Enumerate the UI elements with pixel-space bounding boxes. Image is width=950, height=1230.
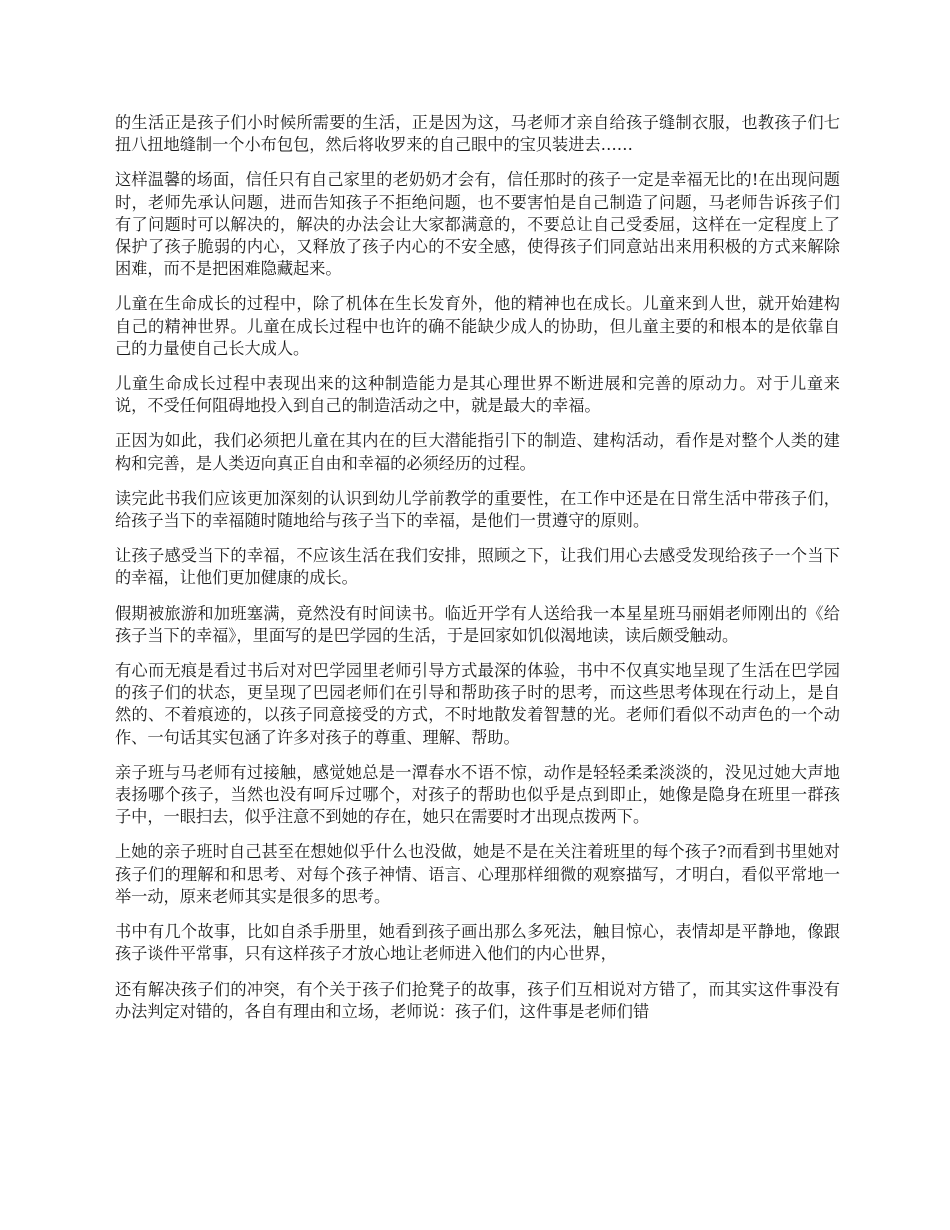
document-page	[115, 112, 840, 1036]
paragraph-12: 书中有几个故事，比如自杀手册里，她看到孩子画出那么多死法，触目惊心，表情却是平静地，像跟孩子谈件平常事，只有这样孩子才放心地让老师进入他们的内心世界，	[115, 922, 840, 964]
paragraph-3: 儿童在生命成长的过程中，除了机体在生长发育外，他的精神也在成长。儿童来到人世，就开始建构自己的精神世界。儿童在成长过程中也许的确不能缺少成人的协助，但儿童主要的和根本的是依靠自己的力量使自己长大成人。	[115, 294, 840, 358]
paragraph-5: 正因为如此，我们必须把儿童在其内在的巨大潜能指引下的制造、建构活动，看作是对整个人类的建构和完善，是人类迈向真正自由和幸福的必须经历的过程。	[115, 431, 840, 473]
paragraph-11: 上她的亲子班时自己甚至在想她似乎什么也没做，她是不是在关注着班里的每个孩子?而看到书里她对孩子们的理解和和思考、对每个孩子神情、语言、心理那样细微的观察描写，才明白，看似平常地一举一动，原来老师其实是很多的思考。	[115, 842, 840, 906]
paragraph-7: 让孩子感受当下的幸福，不应该生活在我们安排，照顾之下，让我们用心去感受发现给孩子一个当下的幸福，让他们更加健康的成长。	[115, 546, 840, 588]
paragraph-4: 儿童生命成长过程中表现出来的这种制造能力是其心理世界不断进展和完善的原动力。对于儿童来说，不受任何阻碍地投入到自己的制造活动之中，就是最大的幸福。	[115, 374, 840, 416]
paragraph-6: 读完此书我们应该更加深刻的认识到幼儿学前教学的重要性，在工作中还是在日常生活中带孩子们，给孩子当下的幸福随时随地给与孩子当下的幸福，是他们一贯遵守的原则。	[115, 488, 840, 531]
paragraph-8: 假期被旅游和加班塞满，竟然没有时间读书。临近开学有人送给我一本星星班马丽娟老师刚出的《给孩子当下的幸福》，里面写的是巴学园的生活，于是回家如饥似渴地读，读后颇受触动。	[115, 603, 840, 645]
paragraph-9: 有心而无痕是看过书后对对巴学园里老师引导方式最深的体验，书中不仅真实地呈现了生活在巴学园的孩子们的状态，更呈现了巴园老师们在引导和帮助孩子时的思考，而这些思考体现在行动上，是自然的、不着痕迹的，以孩子同意接受的方式，不时地散发着智慧的光。老师们看似不动声色的一个动作、一句话其实包涵了许多对孩子的尊重、理解、帮助。	[115, 661, 840, 747]
paragraph-1: 的生活正是孩子们小时候所需要的生活，正是因为这，马老师才亲自给孩子缝制衣服，也教孩子们七扭八扭地缝制一个小布包包，然后将收罗来的自己眼中的宝贝装进去……	[115, 113, 840, 155]
paragraph-13: 还有解决孩子们的冲突，有个关于孩子们抢凳子的故事，孩子们互相说对方错了，而其实这件事没有办法判定对错的，各自有理由和立场，老师说：孩子们，这件事是老师们错	[115, 979, 840, 1021]
paragraph-2: 这样温馨的场面，信任只有自己家里的老奶奶才会有，信任那时的孩子一定是幸福无比的!在出现问题时，老师先承认问题，进而告知孩子不拒绝问题，也不要害怕是自己制造了问题，马老师告诉孩子们有了问题时可以解决的，解决的办法会让大家都满意的，不要总让自己受委屈，这样在一定程度上了保护了孩子脆弱的内心，又释放了孩子内心的不安全感，使得孩子们同意站出来用积极的方式来解除困难，而不是把困难隐藏起来。	[115, 170, 840, 279]
paragraph-10: 亲子班与马老师有过接触，感觉她总是一潭春水不语不惊，动作是轻轻柔柔淡淡的，没见过她大声地表扬哪个孩子，当然也没有呵斥过哪个，对孩子的帮助也似乎是点到即止，她像是隐身在班里一群孩子中，一眼扫去，似乎注意不到她的存在，她只在需要时才出现点拨两下。	[115, 762, 840, 827]
